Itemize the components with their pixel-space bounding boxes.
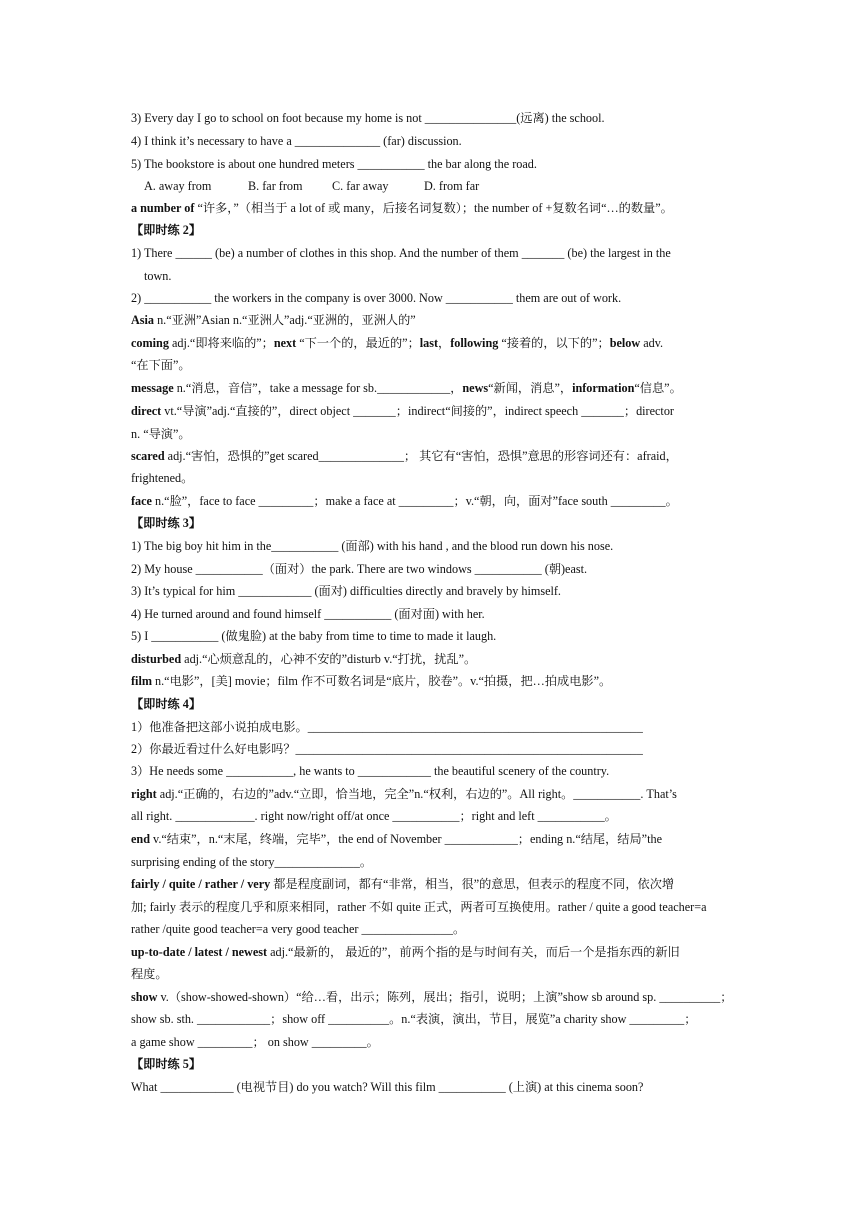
vocab-disturbed — [131, 651, 476, 667]
headword: disturbed — [131, 652, 182, 666]
option-d: D. from far — [424, 179, 480, 193]
definition: adj.“害怕，恐惧的”get scared______________； 其它有“害怕，恐惧”意思的形容词还有：afraid， — [164, 449, 678, 463]
definition: “信息”。 — [634, 381, 682, 395]
vocab-right — [131, 786, 677, 802]
headword: last — [419, 336, 439, 350]
headword: end — [131, 832, 150, 846]
practice4-item-2: 2）你最近看过什么好电影吗？_________________________________________________________ — [131, 742, 643, 756]
headword: coming — [131, 336, 169, 350]
vocab-fairly-quite — [131, 876, 674, 892]
definition: vt.“导演”adj.“直接的”，direct object _______；indirect“间接的”，indirect speech _______；director — [161, 404, 674, 418]
vocab-a-number-of — [131, 200, 673, 216]
headword: Asia — [131, 313, 155, 327]
vocab-scared — [131, 448, 678, 464]
option-c: C. far away — [332, 179, 389, 193]
practice5-item-1: What ____________ (电视节目) do you watch? Will this film ___________ (上演) at this cinema soon? — [131, 1080, 644, 1094]
vocab-face — [131, 493, 678, 509]
definition: v.（show-showed-shown）“给…看，出示；陈列，展出；指引，说明；上演”show sb around sp. __________； — [157, 990, 733, 1004]
definition: v.“结束”，n.“末尾，终端，完毕”，the end of November ____________；ending n.“结尾，结局”the — [149, 832, 662, 846]
vocab-end — [131, 831, 662, 847]
practice2-item-1: 1) There ______ (be) a number of clothes in this shop. And the number of them _______ (be) the largest in the — [131, 246, 671, 260]
vocab-asia — [131, 312, 416, 328]
vocab-direct-cont: n. “导演”。 — [131, 427, 191, 441]
headword: show — [131, 990, 158, 1004]
definition: n.“脸”，face to face _________；make a face at _________；v.“朝，向，面对”face south _________。 — [151, 494, 678, 508]
headword: up-to-date / latest / newest — [131, 945, 268, 959]
definition: adj.“心烦意乱的，心神不安的”disturb v.“打扰，扰乱”。 — [181, 652, 477, 666]
vocab-coming — [131, 335, 663, 351]
practice2-item-1-cont: town. — [144, 269, 172, 283]
headword: message — [131, 381, 174, 395]
vocab-up-to-date — [131, 944, 680, 960]
headword: a number of — [131, 201, 195, 215]
vocab-fairly-quite-cont: 加; fairly 表示的程度几乎和原来相同，rather 不如 quite 正式，两者可互换使用。rather / quite a good teacher=a — [131, 900, 707, 914]
definition: ， — [438, 336, 451, 350]
headword: news — [462, 381, 489, 395]
exercise-item-3: 3) Every day I go to school on foot because my home is not _______________(远离) the school. — [131, 111, 605, 125]
practice4-item-1: 1）他准备把这部小说拍成电影。_______________________________________________________ — [131, 720, 643, 734]
definition: n.“亚洲”Asian n.“亚洲人”adj.“亚洲的，亚洲人的” — [154, 313, 416, 327]
option-b: B. far from — [248, 179, 303, 193]
vocab-up-to-date-cont: 程度。 — [131, 967, 168, 981]
headword: next — [273, 336, 297, 350]
choice-options — [144, 178, 479, 194]
definition: “下一个的，最近的”； — [296, 336, 420, 350]
vocab-scared-cont: frightened。 — [131, 471, 194, 485]
definition: “新闻，消息”， — [488, 381, 573, 395]
definition: n.“电影”，[美] movie；film 作不可数名词是“底片，胶卷”。v.“拍摄，把…拍成电影”。 — [151, 674, 612, 688]
headword: direct — [131, 404, 162, 418]
definition: n.“消息，音信”，take a message for sb.____________， — [173, 381, 463, 395]
exercise-item-5: 5) The bookstore is about one hundred meters ___________ the bar along the road. — [131, 157, 537, 171]
headword: information — [572, 381, 635, 395]
practice-heading-5: 【即时练 5】 — [131, 1057, 202, 1071]
headword: scared — [131, 449, 165, 463]
vocab-fairly-quite-cont2: rather /quite good teacher=a very good teacher _______________。 — [131, 922, 466, 936]
practice3-item-4: 4) He turned around and found himself ___________ (面对面) with her. — [131, 607, 485, 621]
vocab-coming-cont: “在下面”。 — [131, 358, 191, 372]
headword: right — [131, 787, 157, 801]
practice3-item-1: 1) The big boy hit him in the___________ (面部) with his hand , and the blood run down his nose. — [131, 539, 614, 553]
practice3-item-3: 3) It’s typical for him ____________ (面对) difficulties directly and bravely by himself. — [131, 584, 561, 598]
practice3-item-2: 2) My house ___________（面对）the park. There are two windows ___________ (朝)east. — [131, 562, 588, 576]
vocab-film — [131, 673, 611, 689]
headword: following — [450, 336, 499, 350]
practice-heading-3: 【即时练 3】 — [131, 516, 202, 530]
definition: adj.“正确的，右边的”adv.“立即，恰当地，完全”n.“权利，右边的”。All right。___________. That’s — [156, 787, 677, 801]
vocab-message — [131, 380, 682, 396]
vocab-end-cont: surprising ending of the story______________。 — [131, 855, 373, 869]
definition: “接着的，以下的”； — [498, 336, 610, 350]
practice4-item-3: 3）He needs some ___________, he wants to ____________ the beautiful scenery of the country. — [131, 764, 610, 778]
definition: adj.“即将来临的”； — [168, 336, 274, 350]
practice-heading-4: 【即时练 4】 — [131, 697, 202, 711]
vocab-show-cont: show sb. sth. ____________；show off __________。n.“表演，演出，节目，展览”a charity show _________； — [131, 1012, 697, 1026]
vocab-right-cont: all right. _____________. right now/right off/at once ___________；right and left ___________。 — [131, 809, 617, 823]
definition: “许多，”（相当于 a lot of 或 many，后接名词复数）；the number of +复数名词“…的数量”。 — [194, 201, 673, 215]
vocab-direct — [131, 403, 674, 419]
vocab-show-cont2: a game show _________； on show _________。 — [131, 1035, 379, 1049]
practice-heading-2: 【即时练 2】 — [131, 223, 202, 237]
exercise-item-4: 4) I think it’s necessary to have a ______________ (far) discussion. — [131, 134, 462, 148]
definition: 都是程度副词，都有“非常，相当，很”的意思，但表示的程度不同，依次增 — [270, 877, 675, 891]
practice3-item-5: 5) I ___________ (做鬼脸) at the baby from time to time to made it laugh. — [131, 629, 497, 643]
headword: film — [131, 674, 152, 688]
headword: fairly / quite / rather / very — [131, 877, 271, 891]
definition: adv. — [640, 336, 664, 350]
headword: below — [609, 336, 641, 350]
option-a: A. away from — [144, 179, 212, 193]
practice2-item-2: 2) ___________ the workers in the company is over 3000. Now ___________ them are out of work. — [131, 291, 622, 305]
vocab-show — [131, 989, 732, 1005]
definition: adj.“最新的， 最近的”，前两个指的是与时间有关，而后一个是指东西的新旧 — [267, 945, 680, 959]
headword: face — [131, 494, 152, 508]
